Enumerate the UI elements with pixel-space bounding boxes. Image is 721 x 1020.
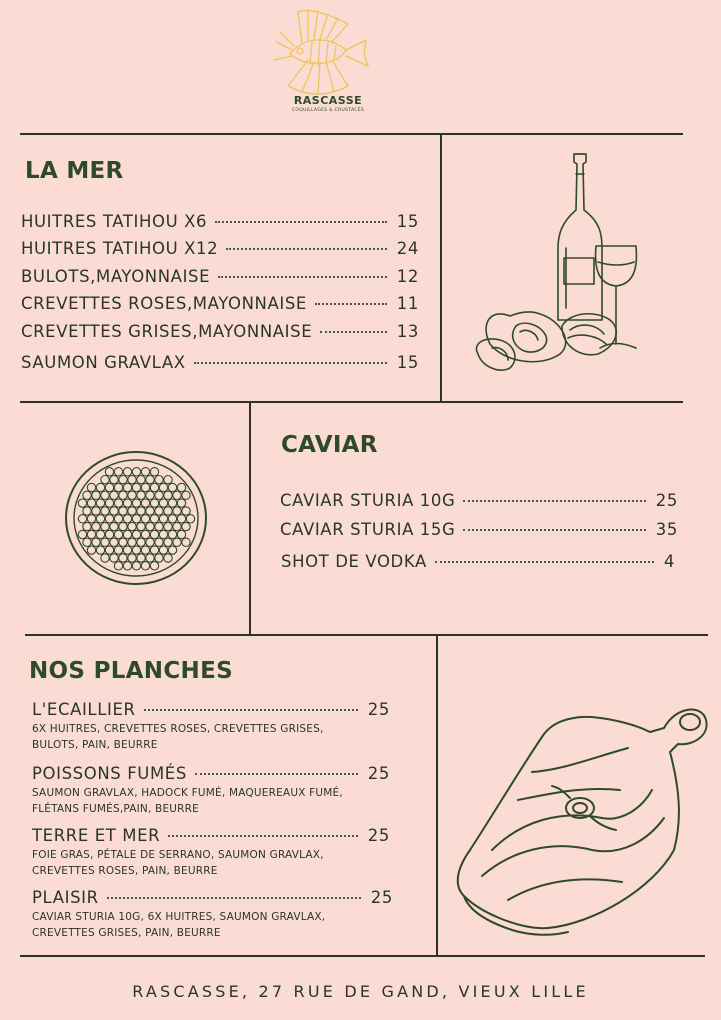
description-line: FOIE GRAS, PÉTALE DE SERRANO, SAUMON GRAVLAX,: [32, 849, 324, 861]
brand-tagline: COQUILLAGES & CRUSTACÉS: [291, 108, 365, 113]
dot-leader: [168, 835, 358, 837]
item-description: [32, 785, 392, 817]
description-line: BULOTS, PAIN, BEURRE: [32, 739, 158, 751]
dot-leader: [463, 500, 645, 502]
item-name: SAUMON GRAVLAX: [21, 353, 186, 372]
dot-leader: [144, 709, 358, 711]
menu-item: [21, 353, 419, 372]
caviar-plate-illustration: [62, 448, 210, 588]
description-line: CREVETTES GRISES, PAIN, BEURRE: [32, 927, 221, 939]
menu-item: [21, 239, 419, 258]
description-line: CAVIAR STURIA 10G, 6X HUITRES, SAUMON GRAVLAX,: [32, 911, 326, 923]
cutting-board-illustration: [452, 700, 712, 940]
item-name: L'ECAILLIER: [32, 700, 136, 719]
lionfish-logo-icon: [268, 6, 378, 96]
footer-address: RASCASSE, 27 RUE DE GAND, VIEUX LILLE: [132, 982, 589, 1001]
item-price: 13: [396, 322, 419, 341]
item-price: 25: [367, 700, 390, 719]
item-price: 15: [396, 353, 419, 372]
item-price: 4: [663, 552, 675, 571]
item-name: CAVIAR STURIA 10G: [280, 491, 456, 510]
brand-name: RASCASSE: [293, 94, 363, 107]
menu-item: [21, 294, 419, 313]
dot-leader: [107, 897, 361, 899]
dot-leader: [215, 221, 387, 223]
divider-caviar-vertical: [249, 401, 251, 636]
divider-planches-bottom: [20, 955, 705, 957]
dot-leader: [435, 561, 654, 563]
dot-leader: [195, 773, 358, 775]
divider-top: [20, 133, 683, 135]
item-name: CREVETTES GRISES,MAYONNAISE: [21, 322, 313, 341]
menu-item: [21, 267, 419, 286]
section-title-planches: NOS PLANCHES: [29, 658, 233, 684]
menu-item: [32, 826, 390, 845]
menu-item: [281, 552, 675, 571]
menu-item: [280, 491, 678, 510]
dot-leader: [315, 303, 387, 305]
item-price: 25: [370, 888, 393, 907]
item-price: 25: [367, 764, 390, 783]
wine-and-oysters-illustration: [470, 148, 650, 378]
item-description: [32, 909, 392, 941]
item-price: 12: [396, 267, 419, 286]
menu-item: [32, 700, 390, 719]
description-line: CREVETTES ROSES, PAIN, BEURRE: [32, 865, 218, 877]
item-description: [32, 721, 392, 753]
dot-leader: [194, 362, 387, 364]
item-price: 25: [655, 491, 678, 510]
item-name: PLAISIR: [32, 888, 99, 907]
divider-caviar-bottom: [25, 634, 708, 636]
description-line: 6X HUITRES, CREVETTES ROSES, CREVETTES GRISES,: [32, 723, 324, 735]
item-name: HUITRES TATIHOU X6: [21, 212, 208, 231]
item-description: [32, 847, 392, 879]
item-name: TERRE ET MER: [32, 826, 161, 845]
dot-leader: [218, 276, 387, 278]
description-line: FLÉTANS FUMÉS,PAIN, BEURRE: [32, 803, 200, 815]
item-name: HUITRES TATIHOU X12: [21, 239, 219, 258]
item-price: 35: [655, 520, 678, 539]
menu-item: [32, 888, 393, 907]
item-name: POISSONS FUMÉS: [32, 764, 187, 783]
item-name: BULOTS,MAYONNAISE: [21, 267, 211, 286]
divider-la-mer-bottom: [20, 401, 683, 403]
item-price: 15: [396, 212, 419, 231]
item-name: CAVIAR STURIA 15G: [280, 520, 456, 539]
menu-item: [21, 322, 419, 341]
menu-item: [280, 520, 678, 539]
item-name: SHOT DE VODKA: [281, 552, 427, 571]
item-price: 11: [396, 294, 419, 313]
description-line: SAUMON GRAVLAX, HADOCK FUMÉ, MAQUEREAUX FUMÉ,: [32, 787, 343, 799]
logo: [268, 6, 378, 116]
dot-leader: [226, 248, 387, 250]
item-price: 25: [367, 826, 390, 845]
dot-leader: [320, 331, 387, 333]
item-name: CREVETTES ROSES,MAYONNAISE: [21, 294, 307, 313]
dot-leader: [463, 529, 645, 531]
divider-planches-vertical: [436, 634, 438, 957]
section-title-caviar: CAVIAR: [281, 432, 378, 458]
divider-la-mer-vertical: [440, 133, 442, 403]
menu-item: [32, 764, 390, 783]
item-price: 24: [396, 239, 419, 258]
menu-item: [21, 212, 419, 231]
section-title-la-mer: LA MER: [25, 158, 124, 184]
